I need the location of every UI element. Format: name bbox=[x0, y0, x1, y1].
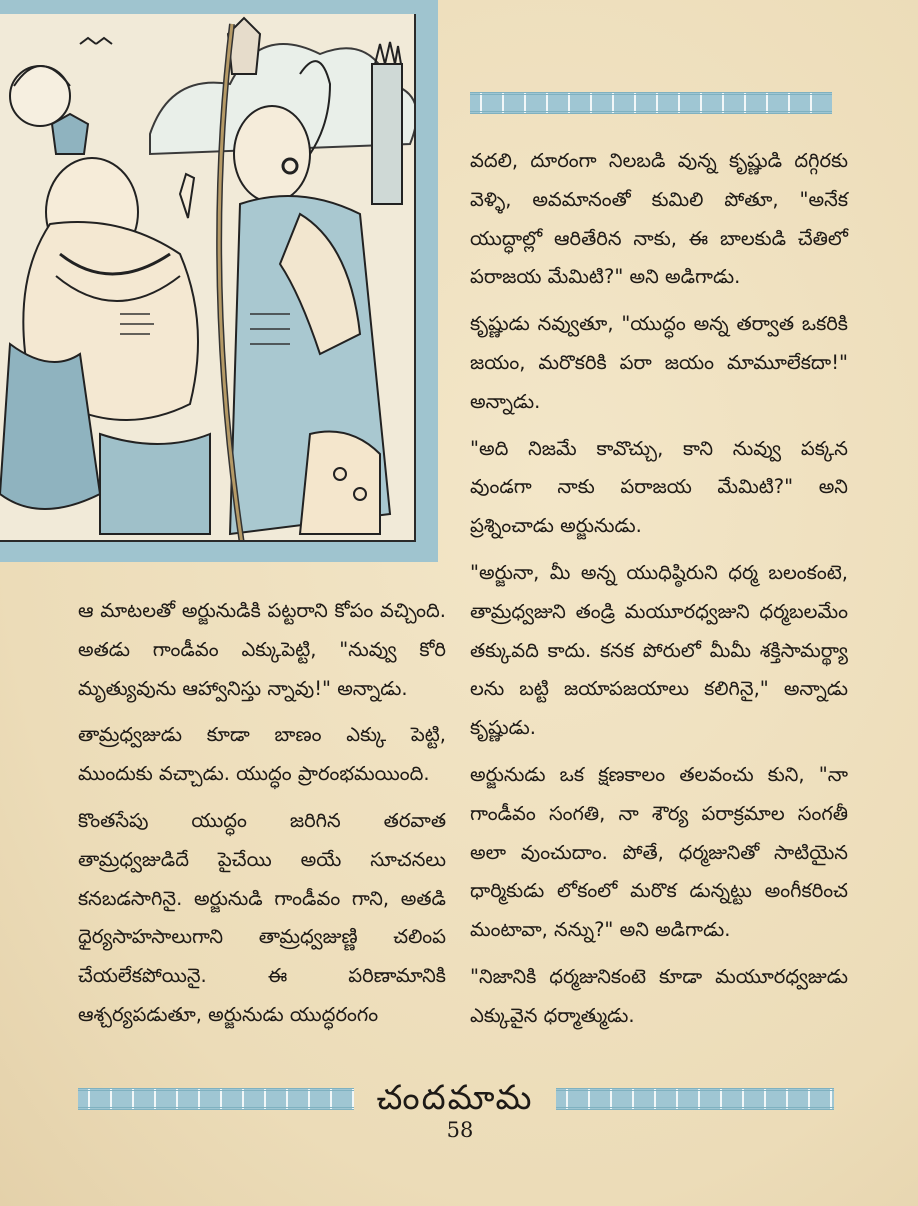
decorative-border-bottom-left bbox=[78, 1088, 354, 1110]
paragraph: "అది నిజమే కావొచ్చు, కాని నువ్వు పక్కన వుండగా నాకు పరాజయ మేమిటి?" అని ప్రశ్నించాడు అర్జునుడు. bbox=[470, 436, 848, 538]
illustration-drawing bbox=[0, 14, 414, 540]
text-column-right bbox=[470, 142, 848, 1044]
decorative-border-top bbox=[470, 92, 832, 114]
paragraph: వదలి, దూరంగా నిలబడి వున్న కృష్ణుడి దగ్గిరకు వెళ్ళి, అవమానంతో కుమిలి పోతూ, "అనేక యుద్ధాల్లో ఆరితేరిన నాకు, ఈ బాలకుడి చేతిలో పరాజయ మేమిటి?" అని అడిగాడు. bbox=[470, 149, 848, 289]
paragraph: తామ్రధ్వజుడు కూడా బాణం ఎక్కు పెట్టి, ముందుకు వచ్చాడు. యుద్ధం ప్రారంభమయింది. bbox=[78, 723, 446, 786]
paragraph: కొంతసేపు యుద్ధం జరిగిన తరవాత తామ్రధ్వజుడిదే పైచేయి అయే సూచనలు కనబడసాగినై. అర్జునుడి గాండీవం గాని, అతడి ధైర్యసాహసాలుగాని తామ్రధ్వజుణ్ణి చలింప చేయలేకపోయినై. ఈ పరిణామానికి ఆశ్చర్యపడుతూ, అర్జునుడు యుద్ధరంగం bbox=[78, 808, 446, 1026]
page-number: 58 bbox=[446, 1118, 474, 1142]
illustration-frame bbox=[0, 0, 438, 562]
decorative-border-bottom-right bbox=[556, 1088, 834, 1110]
text-column-left bbox=[78, 592, 446, 1043]
paragraph: కృష్ణుడు నవ్వుతూ, "యుద్ధం అన్న తర్వాత ఒకరికి జయం, మరొకరికి పరా జయం మామూలేకదా!" అన్నాడు. bbox=[470, 312, 848, 413]
paragraph: "నిజానికి ధర్మజునికంటె కూడా మయూరధ్వజుడు ఎక్కువైన ధర్మాత్ముడు. bbox=[470, 964, 848, 1027]
paragraph: ఆ మాటలతో అర్జునుడికి పట్టరాని కోపం వచ్చింది. అతడు గాండీవం ఎక్కుపెట్టి, "నువ్వు కోరి మృత్యువును ఆహ్వానిస్తు న్నావు!" అన్నాడు. bbox=[78, 599, 446, 700]
paragraph: "అర్జునా, మీ అన్న యుధిష్ఠిరుని ధర్మ బలంకంటె, తామ్రధ్వజుని తండ్రి మయూరధ్వజుని ధర్మబలమేం తక్కువది కాదు. కనక పోరులో మీమీ శక్తిసామర్థ్యా లను బట్టి జయాపజయాలు కలిగినై," అన్నాడు కృష్ణుడు. bbox=[470, 560, 848, 740]
paragraph: అర్జునుడు ఒక క్షణకాలం తలవంచు కుని, "నా గాండీవం సంగతి, నా శౌర్య పరాక్రమాల సంగతీ అలా వుంచుదాం. పోతే, ధర్మజునితో సాటియైన ధార్మికుడు లోకంలో మరొక డున్నట్టు అంగీకరించ మంటావా, నన్ను?" అని అడిగాడు. bbox=[470, 762, 848, 942]
warriors-illustration bbox=[0, 14, 416, 542]
magazine-title: చందమామ bbox=[376, 1078, 534, 1118]
